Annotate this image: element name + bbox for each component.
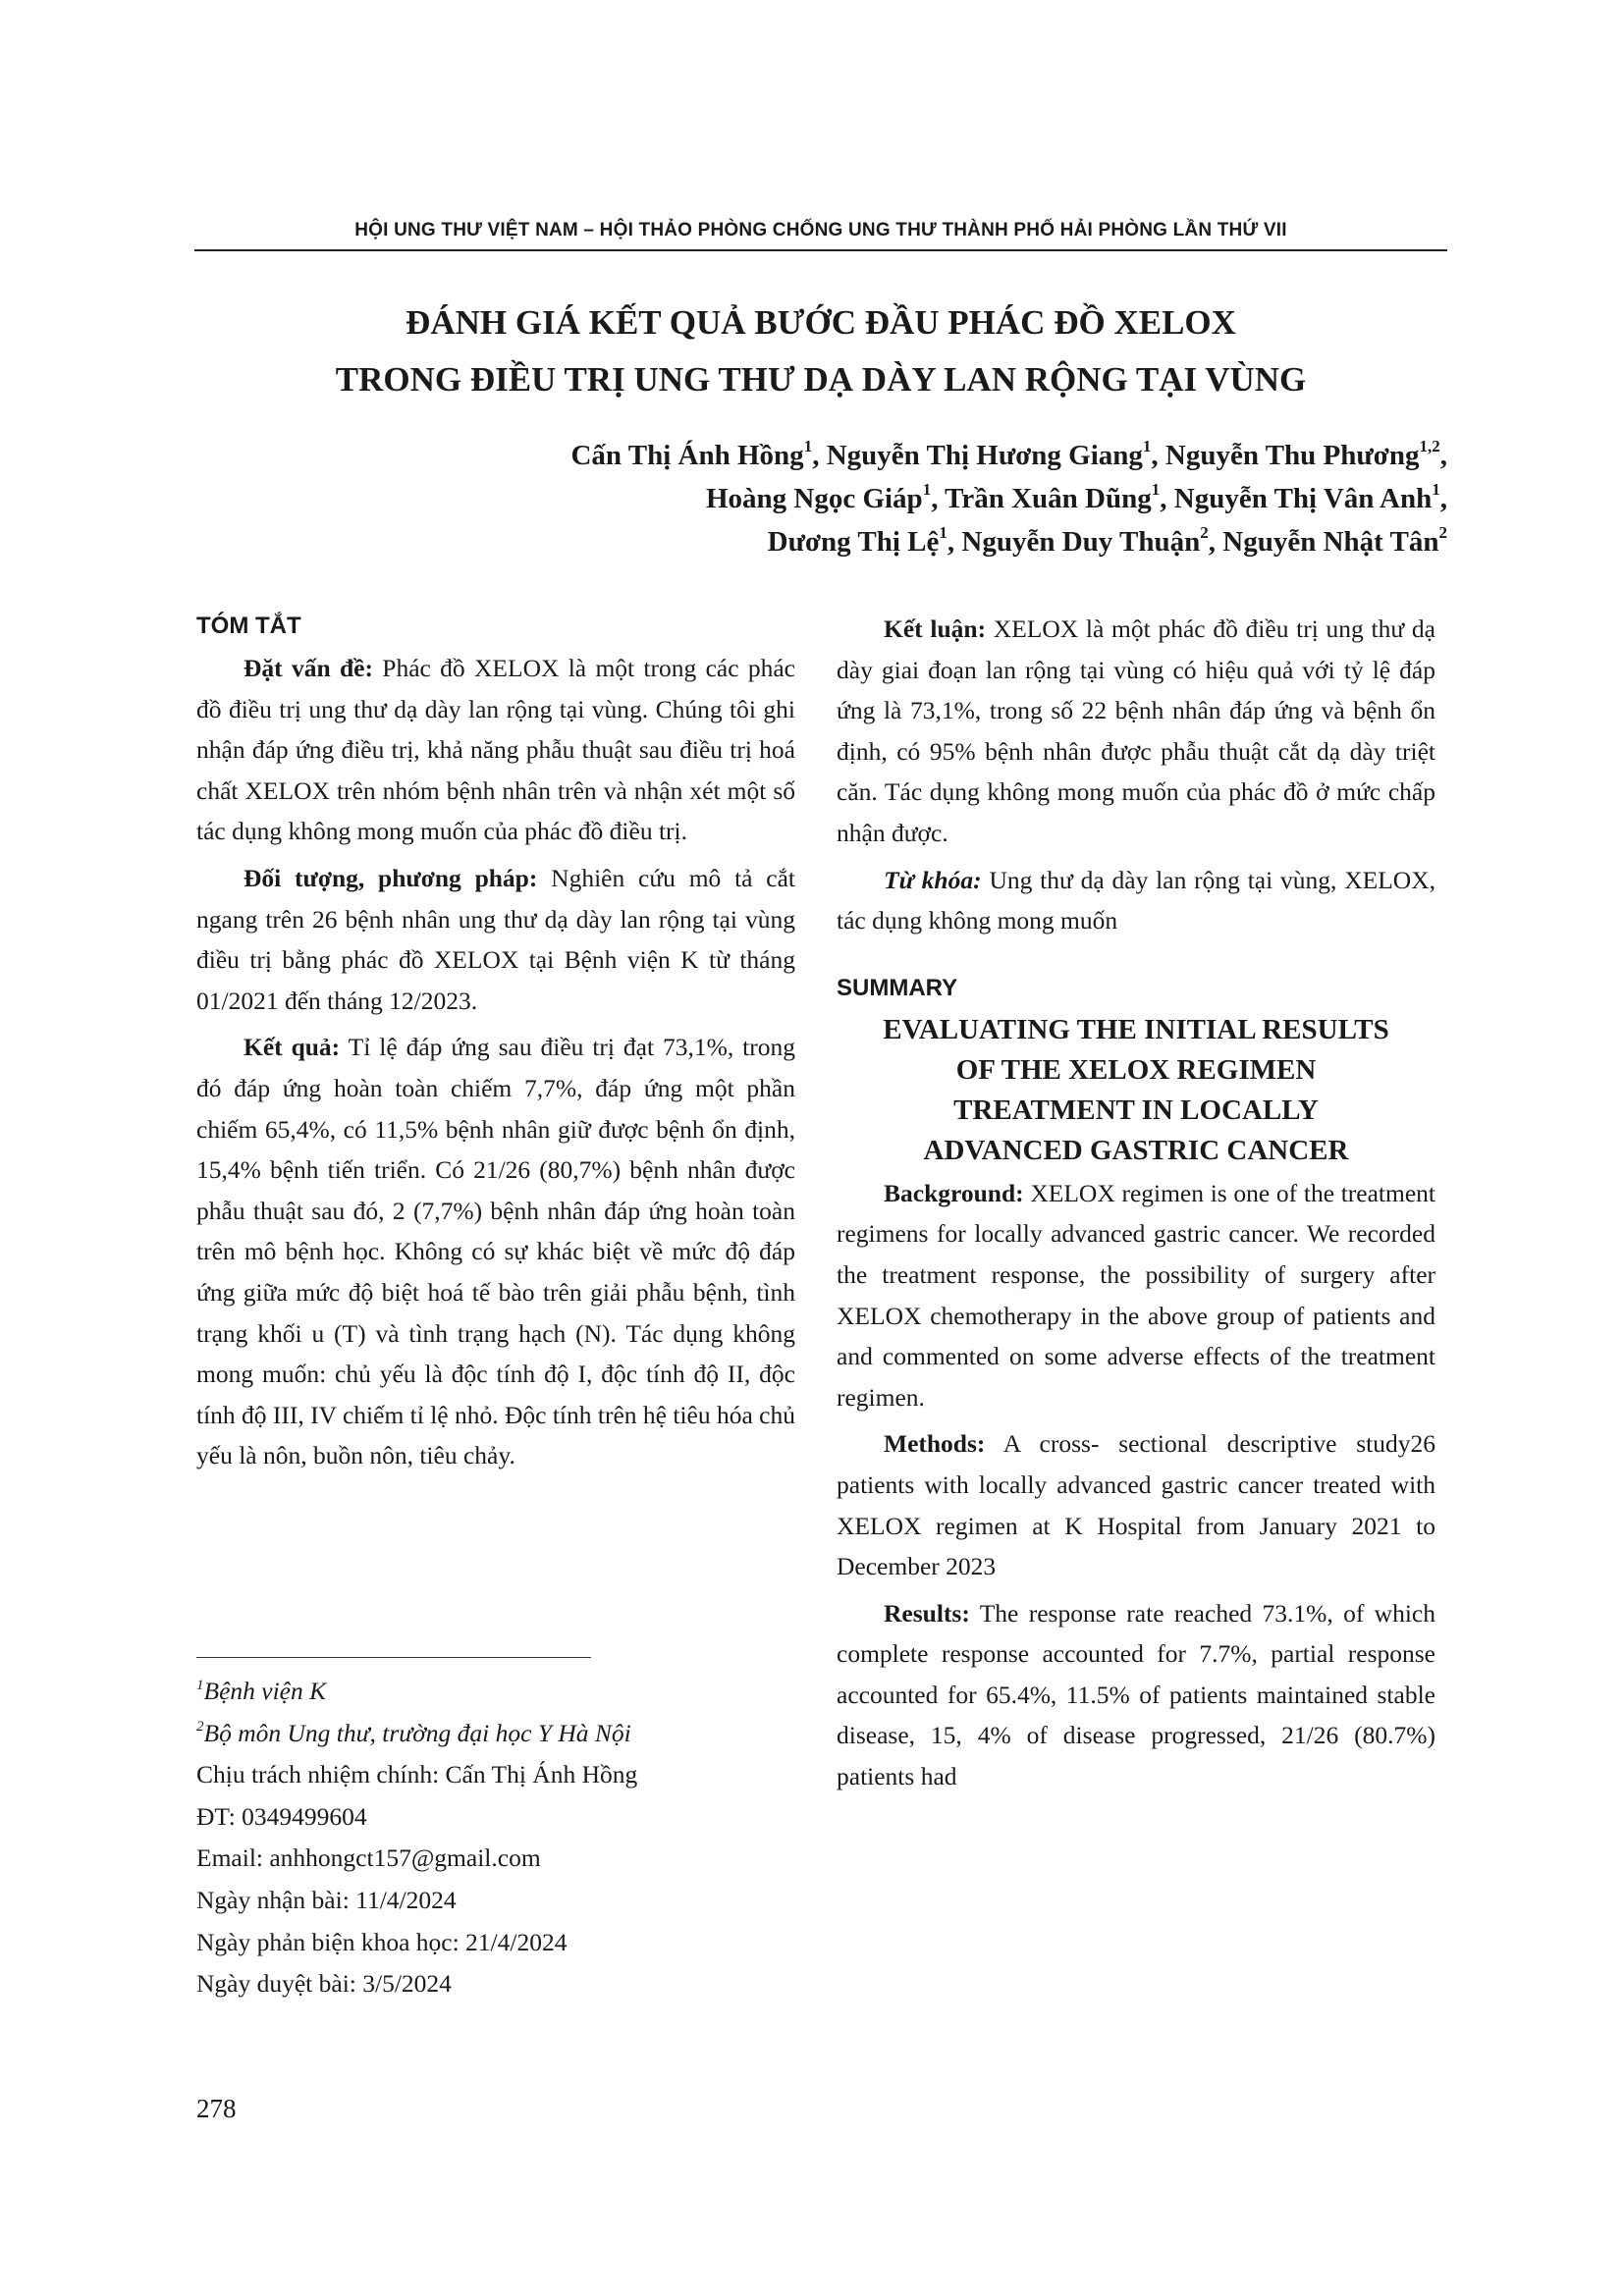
author-affiliation-mark: 2 (1200, 523, 1209, 543)
author-affiliation-mark: 1 (1142, 437, 1152, 456)
affiliation-mark: 1 (196, 1677, 204, 1693)
abstract-vi-methods (196, 858, 795, 1021)
section-text: A cross- sectional descriptive study26 patients with locally advanced gastric cancer treated with XELOX regimen at K Hospital from January 2021 to December 2023 (837, 1429, 1436, 1581)
section-label: Đối tượng, phương pháp: (244, 863, 538, 892)
corresponding-author: Chịu trách nhiệm chính: Cấn Thị Ánh Hồng (196, 1760, 638, 1789)
abstract-vi-results (196, 1027, 795, 1476)
english-title (837, 1010, 1435, 1171)
author-name: Nguyễn Thị Vân Anh (1173, 483, 1433, 514)
footnotes (196, 1671, 795, 2005)
english-title-line: TREATMENT IN LOCALLY (953, 1094, 1319, 1126)
author-name: Nguyễn Thu Phương (1164, 440, 1420, 471)
section-text: The response rate reached 73.1%, of which complete response accounted for 7.7%, partial response accounted for 65.4%, 11.5% of patients maintained stable disease, 15, 4% of disease progressed, 21/26 (80.7%) patients had (837, 1598, 1435, 1791)
english-title-line: OF THE XELOX REGIMEN (955, 1053, 1317, 1086)
affiliation-2 (196, 1713, 795, 1755)
english-title-line: ADVANCED GASTRIC CANCER (923, 1134, 1349, 1166)
author-affiliation-mark: 2 (1438, 523, 1447, 543)
affiliation-mark: 2 (196, 1719, 204, 1735)
section-label: Methods: (884, 1429, 986, 1459)
abstract-en-methods (837, 1423, 1435, 1586)
affiliation-1 (196, 1671, 795, 1713)
date-received: Ngày nhận bài: 11/4/2024 (196, 1885, 457, 1914)
author-name: Trần Xuân Dũng (945, 483, 1152, 514)
author-name: Nguyễn Nhật Tân (1222, 526, 1439, 558)
author-name: Dương Thị Lệ (767, 526, 940, 558)
author-name: Nguyễn Thị Hương Giang (826, 440, 1143, 471)
author-line-3: Dương Thị Lệ$^1$, Nguyễn Duy Thuận$^2$, Nguyễn Nhật Tân$^2$ (767, 523, 1447, 558)
abstract-en-background (837, 1173, 1435, 1418)
abstract-vi-heading: TÓM TẮT (196, 613, 301, 639)
page-number: 278 (196, 2094, 237, 2123)
section-label: Results: (884, 1598, 970, 1628)
date-approved: Ngày duyệt bài: 3/5/2024 (196, 1969, 452, 1999)
abstract-en-results (837, 1593, 1435, 1797)
author-affiliation-mark: 1 (1432, 480, 1440, 500)
left-column (196, 609, 795, 1482)
paper-title (194, 294, 1447, 408)
section-text: Tỉ lệ đáp ứng sau điều trị đạt 73,1%, trong đó đáp ứng hoàn toàn chiếm 7,7%, đáp ứng một phần chiếm 65,4%, có 11,5% bệnh nhân giữ được bệnh ổn định, 15,4% bệnh tiến triển. Có 21/26 (80,7%) bệnh nhân được phẫu thuật sau đó, 2 (7,7%) bệnh nhân đáp ứng hoàn toàn trên mô bệnh học. Không có sự khác biệt về mức độ đáp ứng giữa mức độ biệt hoá tế bào trên giải phẫu bệnh, tình trạng khối u (T) và tình trạng hạch (N). Tác dụng không mong muốn: chủ yếu là độc tính độ I, độc tính độ II, độc tính độ III, IV chiếm tỉ lệ nhỏ. Độc tính trên hệ tiêu hóa chủ yếu là nôn, buồn nôn, tiêu chảy. (196, 1033, 795, 1470)
header-rule (194, 249, 1447, 251)
abstract-vi-conclusion (837, 609, 1435, 854)
running-header: HỘI UNG THƯ VIỆT NAM – HỘI THẢO PHÒNG CHỐNG UNG THƯ THÀNH PHỐ HẢI PHÒNG LẦN THỨ VII (354, 220, 1287, 240)
author-line-2: Hoàng Ngọc Giáp$^1$, Trần Xuân Dũng$^1$, Nguyễn Thị Vân Anh$^1$, (705, 480, 1447, 514)
section-label: Background: (884, 1178, 1024, 1207)
author-name: Cấn Thị Ánh Hồng (570, 440, 804, 471)
phone-number: ĐT: 0349499604 (196, 1801, 367, 1831)
title-line-2: TRONG ĐIỀU TRỊ UNG THƯ DẠ DÀY LAN RỘNG TẠI VÙNG (335, 360, 1307, 399)
section-text: Nghiên cứu mô tả cắt ngang trên 26 bệnh nhân ung thư dạ dày lan rộng tại vùng điều trị bằng phác đồ XELOX tại Bệnh viện K từ tháng 01/2021 đến tháng 12/2023. (196, 863, 795, 1015)
title-line-1: ĐÁNH GIÁ KẾT QUẢ BƯỚC ĐẦU PHÁC ĐỒ XELOX (406, 303, 1236, 342)
section-label: Đặt vấn đề: (244, 654, 373, 682)
affiliation-text: Bệnh viện K (203, 1677, 327, 1705)
author-list (194, 434, 1447, 563)
author-affiliation-mark: 1 (922, 480, 932, 500)
date-reviewed: Ngày phản biện khoa học: 21/4/2024 (196, 1927, 568, 1956)
section-text: XELOX là một phác đồ điều trị ung thư dạ dày giai đoạn lan rộng tại vùng có hiệu quả với tỷ lệ đáp ứng là 73,1%, trong số 22 bệnh nhân đáp ứng và bệnh ổn định, có 95% bệnh nhân được phẫu thuật cắt dạ dày triệt căn. Tác dụng không mong muốn của phác đồ ở mức chấp nhận được. (837, 614, 1435, 847)
abstract-vi-background (196, 648, 795, 852)
author-affiliation-mark: 1 (803, 437, 813, 456)
section-label: Kết quả: (244, 1033, 341, 1062)
author-name: Nguyễn Duy Thuận (961, 526, 1201, 558)
email-address: Email: anhhongct157@gmail.com (196, 1843, 541, 1873)
affiliation-text: Bộ môn Ung thư, trường đại học Y Hà Nội (203, 1718, 631, 1747)
author-affiliation-mark: 1 (1151, 480, 1161, 500)
section-text: XELOX regimen is one of the treatment regimens for locally advanced gastric cancer. We recorded the treatment response, the possibility of surgery after XELOX chemotherapy in the above group of patients and and commented on some adverse effects of the treatment regimen. (837, 1178, 1436, 1412)
section-label: Từ khóa: (884, 865, 982, 894)
english-title-line: EVALUATING THE INITIAL RESULTS (883, 1013, 1389, 1045)
abstract-vi-keywords (837, 860, 1435, 941)
author-line-1: Cấn Thị Ánh Hồng$^1$, Nguyễn Thị Hương Giang$^1$, Nguyễn Thu Phương$^{1,2}$, (570, 437, 1447, 471)
author-name: Hoàng Ngọc Giáp (705, 483, 923, 514)
section-label: Kết luận: (884, 614, 987, 643)
section-text: Ung thư dạ dày lan rộng tại vùng, XELOX, tác dụng không mong muốn (837, 865, 1436, 935)
author-affiliation-mark: 1,2 (1419, 437, 1440, 456)
footnote-rule (196, 1657, 591, 1658)
right-column (837, 609, 1435, 1803)
abstract-en-heading: SUMMARY (837, 974, 958, 1001)
section-text: Phác đồ XELOX là một trong các phác đồ điều trị ung thư dạ dày lan rộng tại vùng. Chúng tôi ghi nhận đáp ứng điều trị, khả năng phẫu thuật sau điều trị hoá chất XELOX trên nhóm bệnh nhân trên và nhận xét một số tác dụng không mong muốn của phác đồ điều trị. (196, 654, 795, 846)
author-affiliation-mark: 1 (939, 523, 947, 543)
